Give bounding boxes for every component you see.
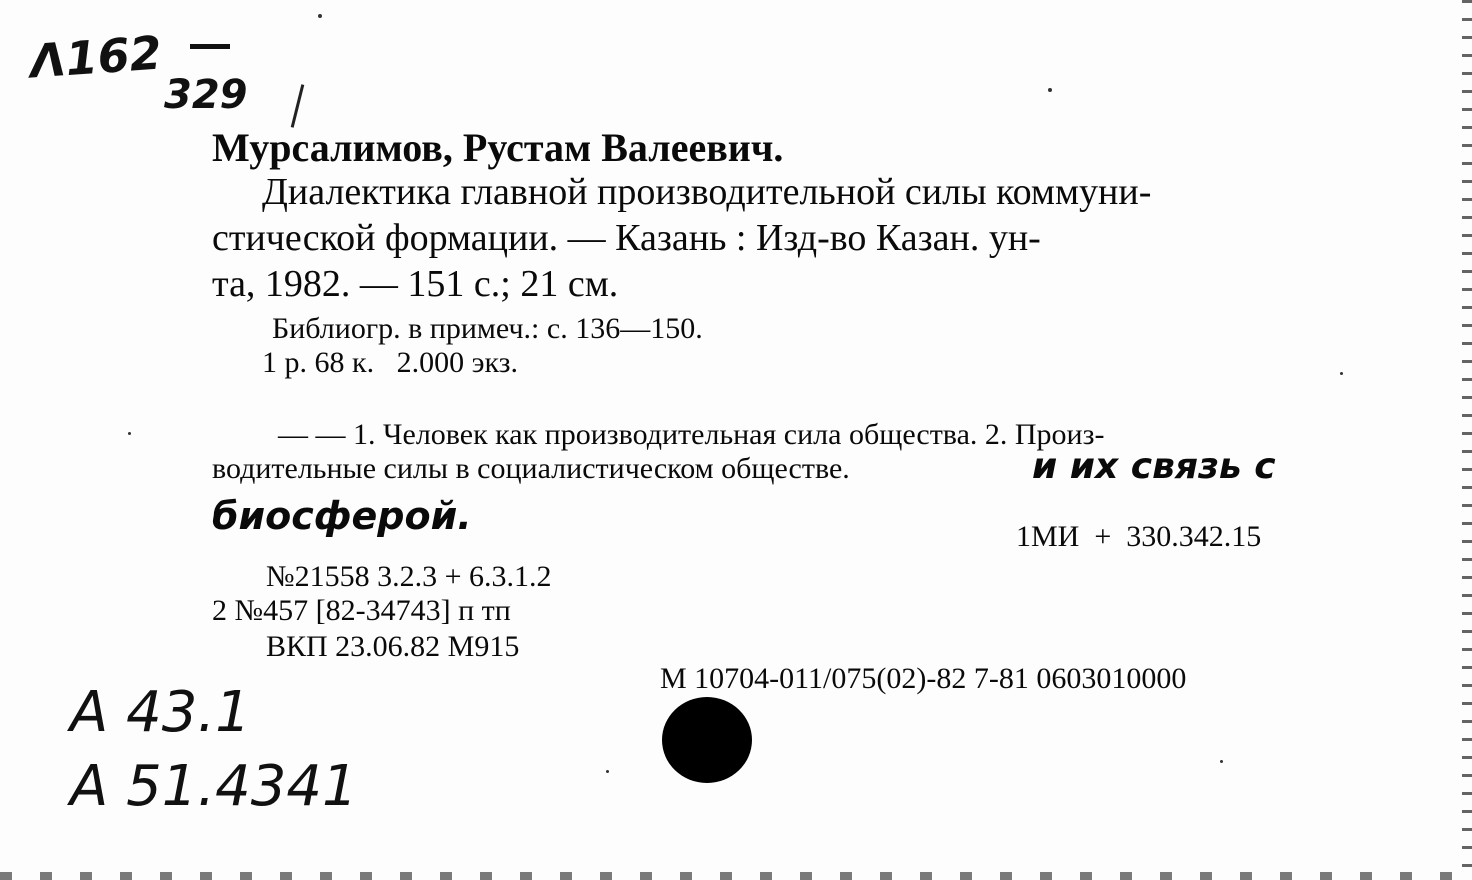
- title-line-2: стической формации. — Казань : Изд-во Казан. ун-: [212, 217, 1041, 259]
- call-number-slash: [291, 84, 305, 127]
- call-number-handwritten: Λ162: [28, 25, 164, 89]
- scan-speck: [128, 432, 131, 435]
- handwritten-addition-2: биосферой.: [212, 494, 472, 538]
- price-edition-note: 1 р. 68 к. 2.000 экз.: [262, 346, 518, 379]
- title-line-1: Диалектика главной производительной силы коммуни-: [262, 171, 1152, 213]
- scan-speck: [318, 14, 322, 18]
- scan-edge-bottom: [0, 872, 1472, 880]
- record-code-1: №21558 3.2.3 + 6.3.1.2: [266, 560, 552, 593]
- scan-speck: [1220, 760, 1223, 763]
- call-number-overline: [190, 44, 230, 49]
- handwritten-addition-1: и их связь с: [1032, 446, 1276, 487]
- scan-edge-right: [1462, 0, 1472, 880]
- subject-line-2: водительные силы в социалистическом обществе.: [212, 452, 850, 485]
- classification-code: 1МИ + 330.342.15: [1016, 520, 1262, 553]
- scan-speck: [1340, 372, 1343, 375]
- subject-line-1: — — 1. Человек как производительная сила общества. 2. Произ-: [278, 418, 1105, 451]
- title-line-3: та, 1982. — 151 с.; 21 см.: [212, 263, 619, 305]
- scan-speck: [606, 770, 609, 773]
- bibliography-note: Библиогр. в примеч.: с. 136—150.: [272, 312, 703, 345]
- scan-speck: [1048, 88, 1052, 92]
- catalog-code: М 10704-011/075(02)-82 7-81 0603010000: [660, 662, 1187, 695]
- record-code-3: ВКП 23.06.82 М915: [266, 630, 520, 663]
- author-heading: Мурсалимов, Рустам Валеевич.: [212, 125, 784, 170]
- punch-hole: [662, 697, 752, 783]
- record-code-2: 2 №457 [82-34743] п тп: [212, 594, 511, 627]
- shelf-mark-1: А 43.1: [70, 680, 251, 745]
- call-number-suffix: 329: [164, 72, 248, 118]
- shelf-mark-2: А 51.4341: [70, 754, 358, 819]
